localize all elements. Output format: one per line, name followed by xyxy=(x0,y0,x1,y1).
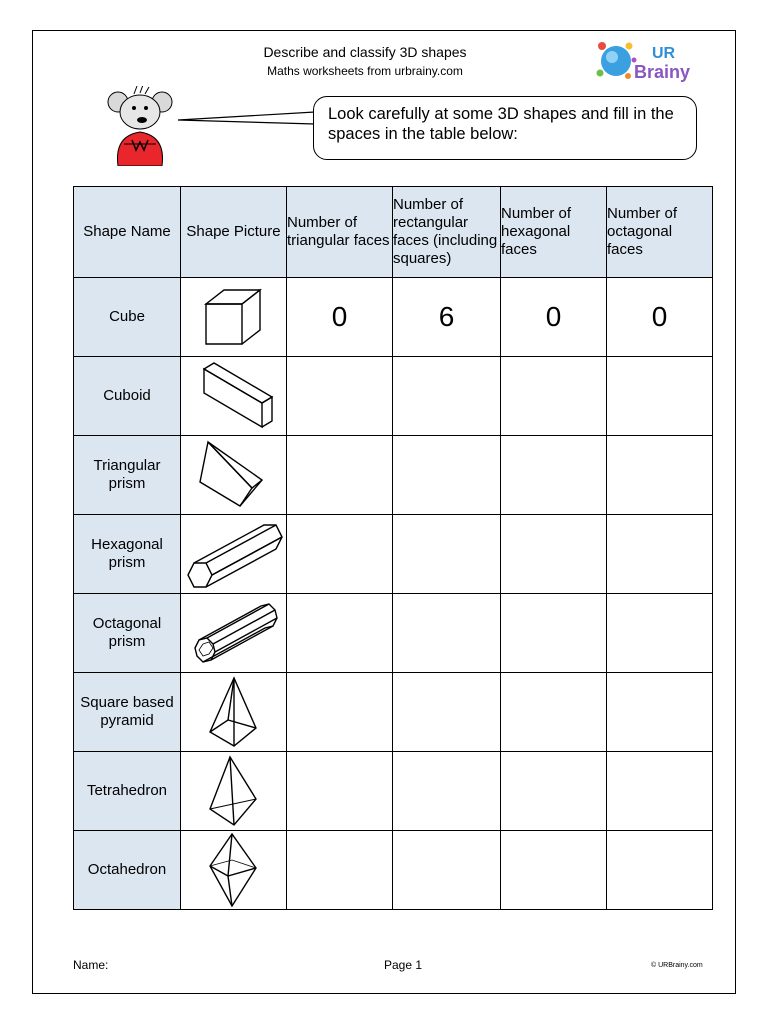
octagonal-faces-cell[interactable] xyxy=(607,436,713,515)
shape-name: Triangular prism xyxy=(74,436,181,515)
table-row xyxy=(74,831,713,910)
triangular-faces-cell[interactable] xyxy=(287,436,393,515)
header-rectangular-faces: Number of rectangular faces (including squares) xyxy=(393,187,501,278)
shape-name: Octagonal prism xyxy=(74,594,181,673)
octagonal-faces-cell[interactable] xyxy=(607,831,713,910)
speech-bubble-tail xyxy=(176,108,316,128)
tetrahedron-icon xyxy=(204,755,264,827)
page-title: Describe and classify 3D shapes xyxy=(263,44,467,60)
mouse-mascot-icon xyxy=(104,86,178,166)
triangular-prism-icon xyxy=(194,440,274,510)
header-shape-name: Shape Name xyxy=(74,187,181,278)
hexagonal-faces-cell[interactable] xyxy=(501,357,607,436)
copyright-text: © URBrainy.com xyxy=(651,962,703,969)
page-number: Page 1 xyxy=(384,958,423,972)
octagonal-prism-icon xyxy=(189,598,279,668)
table-row xyxy=(74,357,713,436)
rectangular-faces-cell[interactable] xyxy=(393,673,501,752)
instruction-bubble: Look carefully at some 3D shapes and fill in the spaces in the table below: xyxy=(313,96,697,160)
header-triangular-faces: Number of triangular faces xyxy=(287,187,393,278)
square-pyramid-icon xyxy=(204,676,264,748)
shape-name: Octahedron xyxy=(74,831,181,910)
shapes-table xyxy=(73,186,713,910)
rectangular-faces-cell[interactable]: 6 xyxy=(393,278,501,357)
logo-text-ur: UR xyxy=(652,45,676,62)
rectangular-faces-cell[interactable] xyxy=(393,594,501,673)
triangular-faces-cell[interactable] xyxy=(287,357,393,436)
rectangular-faces-cell[interactable] xyxy=(393,752,501,831)
octagonal-faces-cell[interactable] xyxy=(607,594,713,673)
hexagonal-faces-cell[interactable] xyxy=(501,831,607,910)
hexagonal-faces-cell[interactable] xyxy=(501,752,607,831)
cube-icon xyxy=(194,282,274,352)
table-row xyxy=(74,278,713,357)
octagonal-faces-cell[interactable] xyxy=(607,673,713,752)
octagonal-faces-cell[interactable] xyxy=(607,752,713,831)
rectangular-faces-cell[interactable] xyxy=(393,436,501,515)
cuboid-icon xyxy=(194,361,274,431)
octagonal-faces-cell[interactable] xyxy=(607,515,713,594)
shape-name: Tetrahedron xyxy=(74,752,181,831)
table-row xyxy=(74,594,713,673)
rectangular-faces-cell[interactable] xyxy=(393,831,501,910)
logo-text-brainy: Brainy xyxy=(634,62,691,82)
name-label: Name: xyxy=(73,958,109,972)
table-row xyxy=(74,436,713,515)
triangular-faces-cell[interactable] xyxy=(287,594,393,673)
rectangular-faces-cell[interactable] xyxy=(393,515,501,594)
triangular-faces-cell[interactable] xyxy=(287,515,393,594)
triangular-faces-cell[interactable] xyxy=(287,831,393,910)
hexagonal-faces-cell[interactable] xyxy=(501,594,607,673)
triangular-faces-cell[interactable]: 0 xyxy=(287,278,393,357)
octagonal-faces-cell[interactable] xyxy=(607,357,713,436)
urbrainy-logo xyxy=(594,38,710,84)
table-row xyxy=(74,515,713,594)
hexagonal-faces-cell[interactable] xyxy=(501,515,607,594)
hexagonal-faces-cell[interactable]: 0 xyxy=(501,278,607,357)
triangular-faces-cell[interactable] xyxy=(287,752,393,831)
header-hexagonal-faces: Number of hexagonal faces xyxy=(501,187,607,278)
shape-name: Hexagonal prism xyxy=(74,515,181,594)
rectangular-faces-cell[interactable] xyxy=(393,357,501,436)
table-row xyxy=(74,752,713,831)
header-shape-picture: Shape Picture xyxy=(181,187,287,278)
octagonal-faces-cell[interactable]: 0 xyxy=(607,278,713,357)
header-octagonal-faces: Number of octagonal faces xyxy=(607,187,713,278)
hexagonal-faces-cell[interactable] xyxy=(501,436,607,515)
page-subtitle: Maths worksheets from urbrainy.com xyxy=(267,64,463,78)
shape-name: Square based pyramid xyxy=(74,673,181,752)
shape-name: Cuboid xyxy=(74,357,181,436)
table-header-row xyxy=(74,187,713,278)
triangular-faces-cell[interactable] xyxy=(287,673,393,752)
table-row xyxy=(74,673,713,752)
hexagonal-faces-cell[interactable] xyxy=(501,673,607,752)
hexagonal-prism-icon xyxy=(184,519,284,589)
octahedron-icon xyxy=(204,832,264,908)
shape-name: Cube xyxy=(74,278,181,357)
